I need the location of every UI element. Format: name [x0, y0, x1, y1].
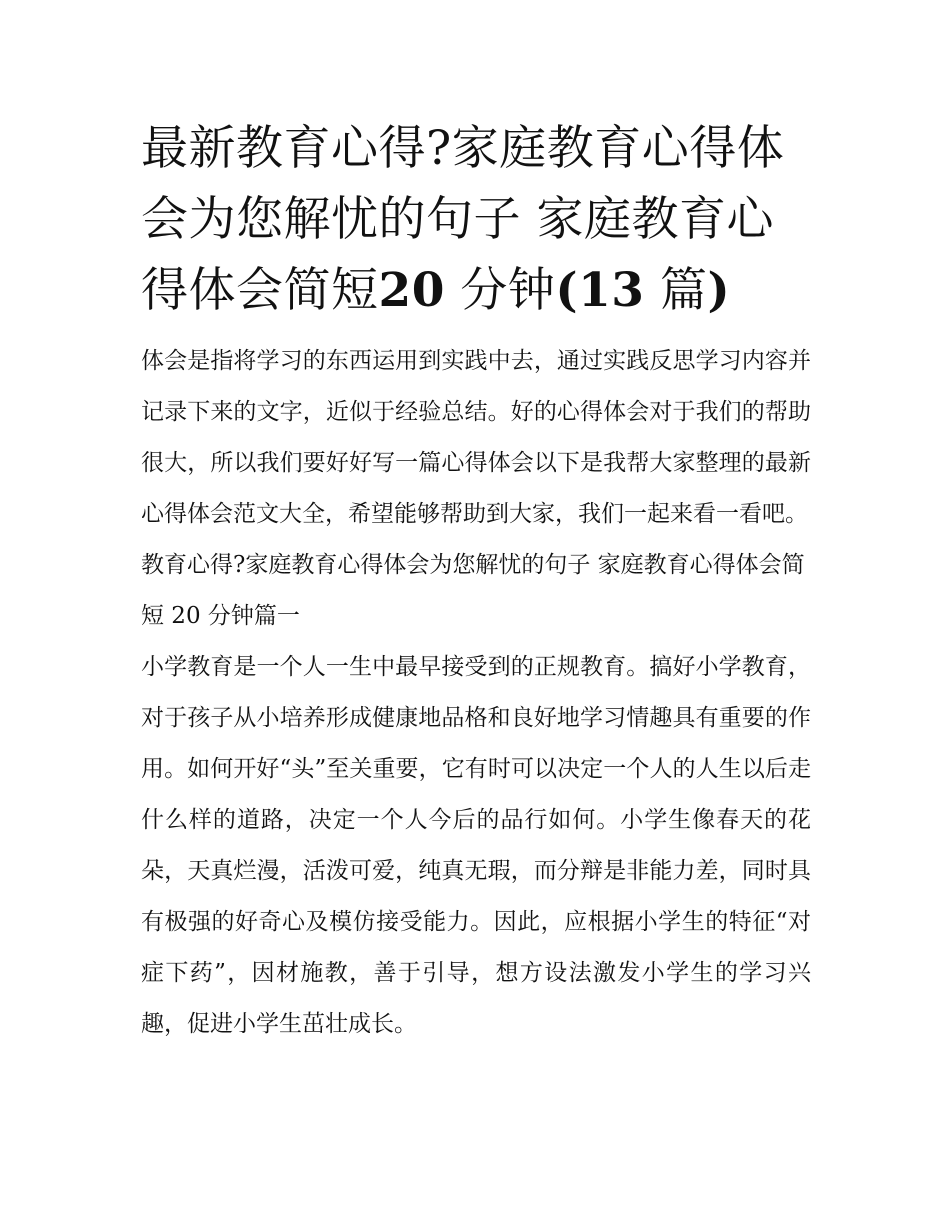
title-number-count: (13	[555, 263, 645, 318]
title-text: 最新教育心得?家庭教育心得体会为您解忧的句子 家庭教育心得体会简短	[141, 121, 785, 318]
title-paren-close: )	[707, 263, 731, 318]
title-text-pieces: 篇	[644, 263, 708, 318]
document-content	[141, 113, 811, 1050]
title-text-minutes: 分钟	[444, 263, 556, 318]
intro-paragraph: 体会是指将学习的东西运用到实践中去，通过实践反思学习内容并记录下来的文字，近似于经验总结。好的心得体会对于我们的帮助很大，所以我们要好好写一篇心得体会以下是我帮大家整理的最新心得体会范文大全，希望能够帮助到大家，我们一起来看一看吧。	[141, 348, 811, 527]
title-number-minutes: 20	[378, 263, 445, 318]
section-heading: 教育心得?家庭教育心得体会为您解忧的句子 家庭教育心得体会简短 20 分钟篇一	[141, 552, 805, 629]
document-title	[141, 113, 811, 326]
body-paragraph: 小学教育是一个人一生中最早接受到的正规教育。搞好小学教育，对于孩子从小培养形成健康地品格和良好地学习情趣具有重要的作用。如何开好“头”至关重要，它有时可以决定一个人的人生以后走什么样的道路，决定一个人今后的品行如何。小学生像春天的花朵，天真烂漫，活泼可爱，纯真无瑕，而分辩是非能力差，同时具有极强的好奇心及模仿接受能力。因此，应根据小学生的特征“对症下药”，因材施教，善于引导，想方设法激发小学生的学习兴趣，促进小学生茁壮成长。	[141, 654, 811, 1037]
